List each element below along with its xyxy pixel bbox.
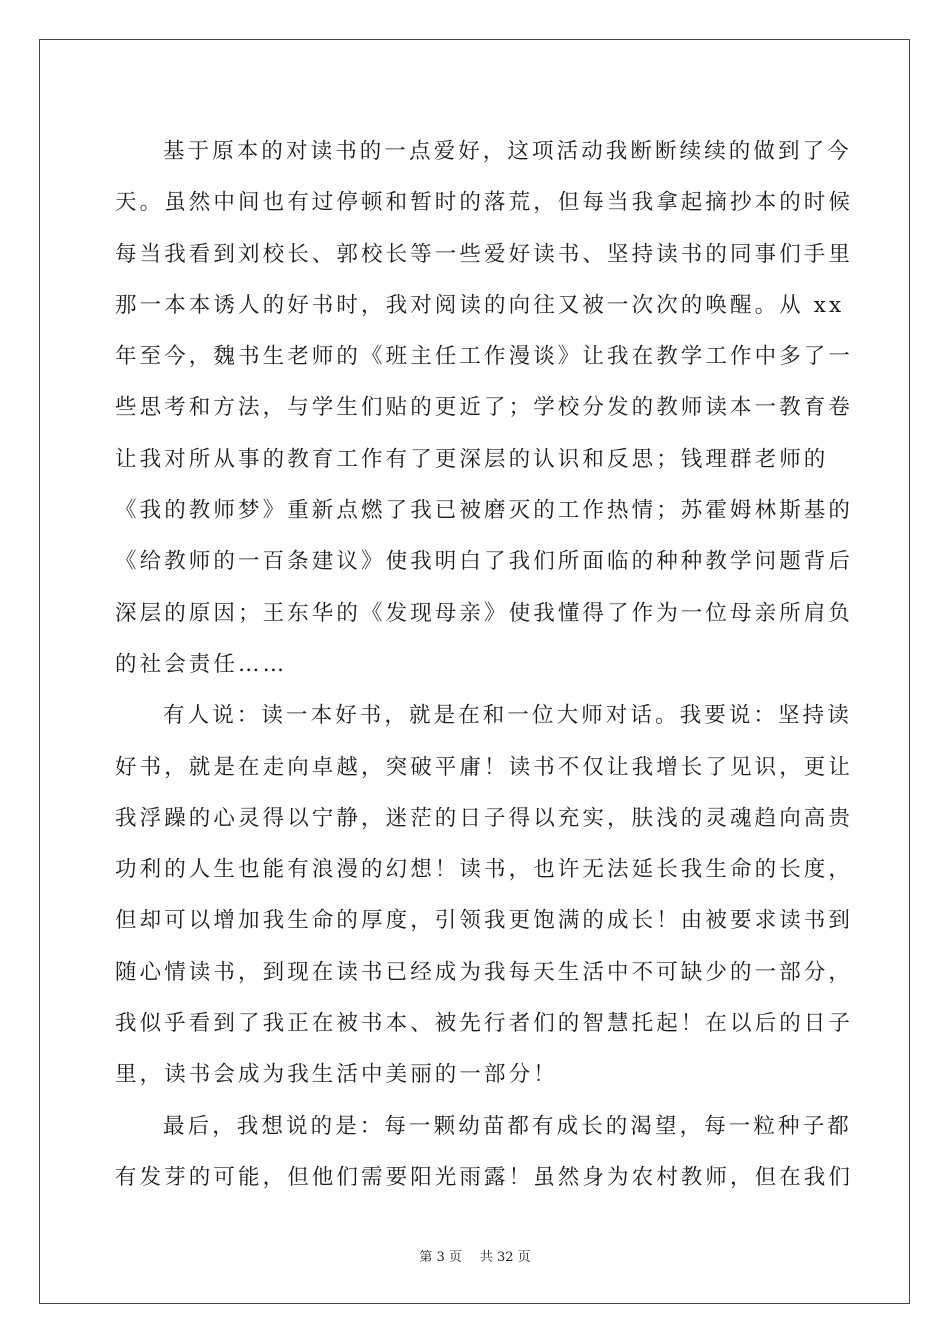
text-line: 的社会责任…… (115, 651, 288, 677)
text-line: 基于原本的对读书的一点爱好，这项活动我断断续续的做到了今 (163, 139, 852, 164)
page-footer (0, 1246, 950, 1265)
text-line: 但却可以增加我生命的厚度，引领我更饱满的成长！由被要求读书到 (115, 908, 854, 934)
text-line: 随心情读书，到现在读书已经成为我每天生活中不可缺少的一部分， (115, 959, 854, 985)
text-line: 深层的原因；王东华的《发现母亲》使我懂得了作为一位母亲所肩负 (115, 600, 854, 626)
text-line: 我浮躁的心灵得以宁静，迷茫的日子得以充实，肤浅的灵魂趋向高贵 (115, 805, 854, 831)
text-line: 里，读书会成为我生活中美丽的一部分！ (115, 1062, 558, 1088)
text-line: 让我对所从事的教育工作有了更深层的认识和反思；钱理群老师的 (115, 446, 829, 472)
text-line: 有发芽的可能，但他们需要阳光雨露！虽然身为农村教师，但在我们 (115, 1164, 854, 1190)
text-line: 好书，就是在走向卓越，突破平庸！读书不仅让我增长了见识，更让 (115, 754, 854, 780)
text-line: 每当我看到刘校长、郭校长等一些爱好读书、坚持读书的同事们手里 (115, 241, 854, 267)
text-line: 天。虽然中间也有过停顿和暂时的落荒，但每当我拿起摘抄本的时候 (115, 190, 854, 216)
document-body (115, 126, 854, 1203)
text-line: 那一本本诱人的好书时，我对阅读的向往又被一次次的唤醒。从 xx (115, 292, 845, 318)
total-pages-label: 共 32 页 (479, 1250, 531, 1265)
text-line: 有人说：读一本好书，就是在和一位大师对话。我要说：坚持读 (163, 703, 852, 729)
text-line: 《我的教师梦》重新点燃了我已被磨灭的工作热情；苏霍姆林斯基的 (115, 498, 854, 524)
text-line: 我似乎看到了我正在被书本、被先行者们的智慧托起！在以后的日子 (115, 1011, 854, 1037)
text-line: 功利的人生也能有浪漫的幻想！读书，也许无法延长我生命的长度， (115, 857, 854, 883)
text-line: 《给教师的一百条建议》使我明白了我们所面临的种种教学问题背后 (115, 549, 854, 575)
text-line: 最后，我想说的是：每一颗幼苗都有成长的渴望，每一粒种子都 (163, 1113, 852, 1139)
text-line: 些思考和方法，与学生们贴的更近了；学校分发的教师读本一教育卷 (115, 395, 854, 421)
current-page-label: 第 3 页 (419, 1250, 462, 1265)
text-line: 年至今，魏书生老师的《班主任工作漫谈》让我在教学工作中多了一 (115, 344, 854, 370)
